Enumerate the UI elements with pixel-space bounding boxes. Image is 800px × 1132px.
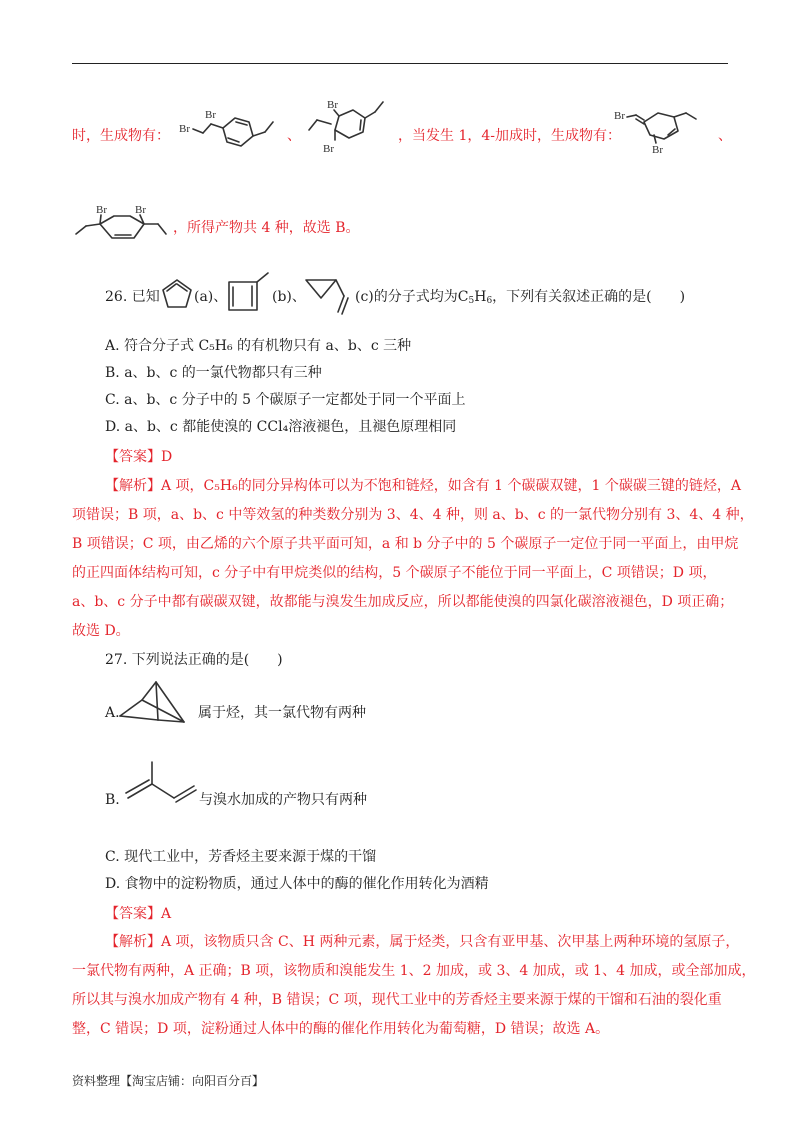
q27-analysis-line-3: 所以其与溴水加成产物有 4 种，B 错误；C 项，现代工业中的芳香烃主要来源于煤的干馏和石油的裂化重: [72, 992, 722, 1008]
structure-14-adduct-1: [612, 95, 707, 155]
structure-isoprene: [122, 760, 202, 812]
q26-analysis-line-5: a、b、c 分子中都有碳碳双键，故都能与溴发生加成反应，所以都能使溴的四氯化碳溶液褪色，D 项正确；: [72, 594, 734, 610]
q26-analysis-line-6: 故选 D。: [72, 623, 130, 639]
structure-14-adduct-2: [72, 198, 172, 250]
top-line1-mid: ，当发生 1，4-加成时，生成物有：: [398, 128, 621, 144]
atom-label: Br: [323, 143, 334, 155]
q26-label-b: (b)、: [272, 289, 306, 305]
header-rule: [72, 63, 728, 64]
q26-label-a: (a)、: [194, 289, 228, 305]
atom-label: Br: [205, 109, 216, 121]
atom-label: Br: [179, 123, 190, 135]
q26-option-b: B. a、b、c 的一氯代物都只有三种: [105, 365, 322, 381]
q27-option-b-text: 与溴水加成的产物只有两种: [199, 792, 367, 808]
q26-formula-c: C: [457, 289, 469, 305]
q27-analysis-line-4: 整，C 错误；D 项，淀粉通过人体中的酶的催化作用转化为葡萄糖，D 错误；故选 A。: [72, 1021, 610, 1037]
q26-option-c: C. a、b、c 分子中的 5 个碳原子一定都处于同一个平面上: [105, 392, 466, 408]
q26-formula-h: H: [474, 289, 487, 305]
q27-option-d: D. 食物中的淀粉物质，通过人体中的酶的催化作用转化为酒精: [105, 876, 489, 892]
q26-formula-c-sub: 5: [468, 296, 475, 306]
q27-answer: 【答案】A: [105, 906, 172, 922]
structure-12-adduct-1: [175, 105, 290, 160]
q26-option-a: A. 符合分子式 C₅H₆ 的有机物只有 a、b、c 三种: [105, 338, 412, 354]
structure-34-adduct-1: [305, 96, 395, 156]
q27-option-a-text: 属于烃，其一氯代物有两种: [198, 705, 366, 721]
q26-formula-h-sub: 6: [486, 296, 493, 306]
separator-2: 、: [718, 128, 732, 144]
q27-option-a-label: A.: [105, 705, 120, 721]
q26-stem-prefix: 26. 已知: [105, 289, 160, 305]
footer-source: 资料整理【淘宝店铺：向阳百分百】: [72, 1074, 265, 1088]
q26-analysis-line-4: 的正四面体结构可知，c 分子中有甲烷类似的结构，5 个碳原子不能位于同一平面上，C 项错误；D 项，: [72, 565, 717, 581]
atom-label: Br: [327, 99, 338, 111]
q26-analysis-line-3: B 项错误；C 项，由乙烯的六个原子共平面可知，a 和 b 分子中的 5 个碳原子一定位于同一平面上，由甲烷: [72, 536, 739, 552]
atom-label: Br: [614, 110, 625, 122]
q27-analysis-line-1: 【解析】A 项，该物质只含 C、H 两种元素，属于烃类，只含有亚甲基、次甲基上两种环境的氢原子，: [105, 934, 740, 950]
top-line1-prefix: 时，生成物有：: [72, 128, 170, 144]
q26-stem-suffix: ，下列有关叙述正确的是( ): [492, 289, 686, 305]
top-line2-suffix: ，所得产物共 4 种，故选 B。: [173, 220, 360, 236]
q26-answer: 【答案】D: [105, 449, 173, 465]
q27-analysis-line-2: 一氯代物有两种，A 正确；B 项，该物质和溴能发生 1、2 加成，或 3、4 加成，或 1、4 加成，或全部加成，: [72, 963, 756, 979]
q27-option-b-label: B.: [105, 792, 120, 808]
q26-label-c: [355, 287, 685, 311]
q26-analysis-line-1: 【解析】A 项，C₅H₆的同分异构体可以为不饱和链烃，如含有 1 个碳碳双键，1 个碳碳三键的链烃，A: [105, 478, 741, 494]
structure-c-vinylcyclopropane: [304, 272, 358, 318]
q27-stem: 27. 下列说法正确的是( ): [105, 652, 283, 668]
structure-b-methylcyclobutadiene: [226, 270, 272, 314]
structure-a-cyclopentadiene: [160, 277, 194, 311]
q26-label-c-text: (c)的分子式均为: [355, 289, 458, 305]
atom-label: Br: [96, 204, 107, 216]
separator-1: 、: [287, 128, 301, 144]
q26-analysis-line-2: 项错误；B 项，a、b、c 中等效氢的种类数分别为 3、4、4 种，则 a、b、c 的一氯代物分别有 3、4、4 种，: [72, 507, 754, 523]
atom-label: Br: [135, 204, 146, 216]
structure-bicyclobutane-derivative: [112, 678, 198, 740]
q26-option-d: D. a、b、c 都能使溴的 CCl₄溶液褪色，且褪色原理相同: [105, 419, 457, 435]
q27-option-c: C. 现代工业中，芳香烃主要来源于煤的干馏: [105, 849, 377, 865]
atom-label: Br: [652, 144, 663, 156]
